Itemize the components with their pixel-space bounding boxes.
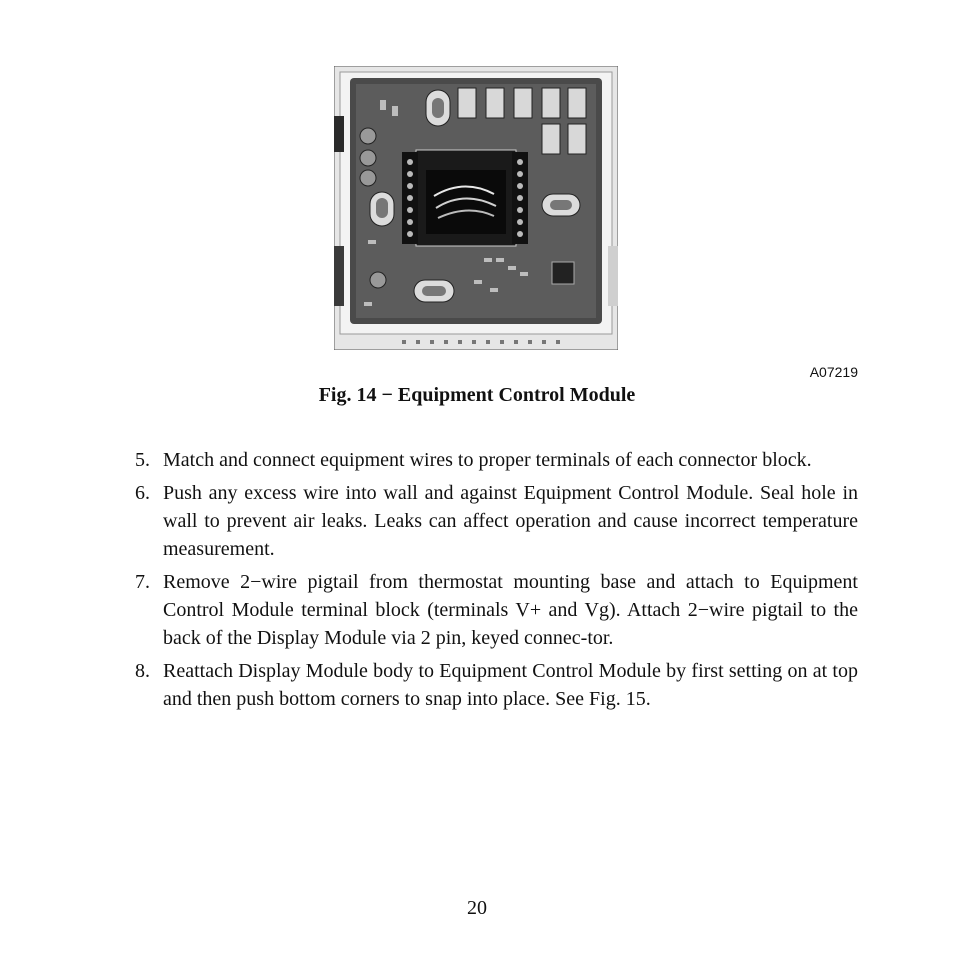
figure-caption: Fig. 14 − Equipment Control Module (318, 384, 636, 406)
list-item (135, 657, 858, 713)
equipment-control-module-photo (334, 66, 618, 350)
list-item (135, 446, 858, 474)
step-text: Reattach Display Module body to Equipment Control Module by first setting on at top and then push bottom corners to snap into place. See Fig. 15. (163, 660, 858, 710)
figure-id-label: A07219 (809, 364, 858, 380)
step-number: 8. (135, 660, 150, 682)
list-item (135, 568, 858, 652)
list-item (135, 479, 858, 563)
step-number: 7. (135, 571, 150, 593)
step-text: Push any excess wire into wall and against Equipment Control Module. Seal hole in wall to prevent air leaks. Leaks can affect operation and cause incorrect temperature measurement. (163, 482, 858, 560)
step-number: 6. (135, 482, 150, 504)
step-text: Match and connect equipment wires to proper terminals of each connector block. (163, 449, 812, 471)
step-text: Remove 2−wire pigtail from thermostat mounting base and attach to Equipment Control Module terminal block (terminals V+ and Vg). Attach 2−wire pigtail to the back of the Display Module via 2 pin, keyed connec-tor. (163, 571, 858, 649)
step-number: 5. (135, 449, 150, 471)
circuit-board-image (334, 66, 618, 350)
instruction-steps (135, 446, 858, 718)
page-number: 20 (467, 897, 487, 919)
